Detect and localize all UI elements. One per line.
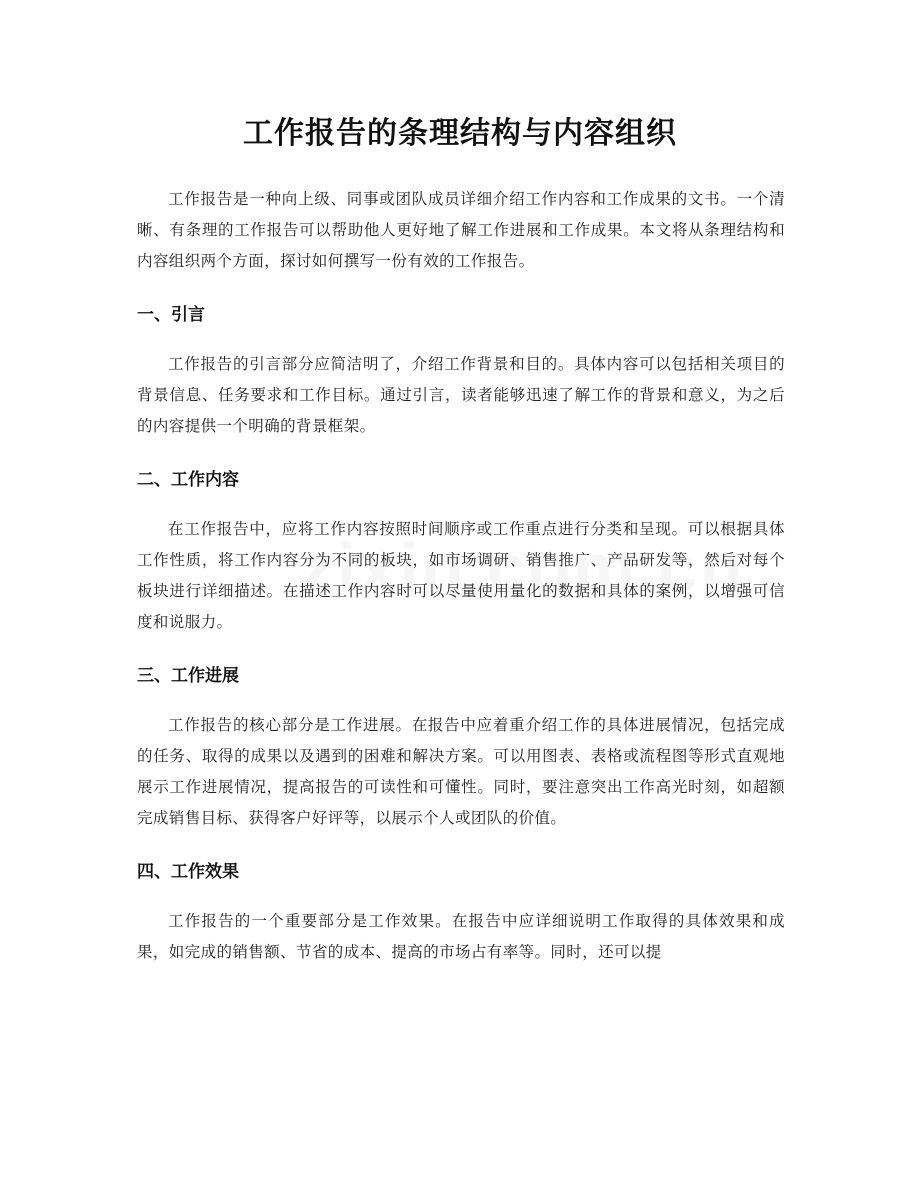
- intro-paragraph: 工作报告是一种向上级、同事或团队成员详细介绍工作内容和工作成果的文书。一个清晰、有条理的工作报告可以帮助他人更好地了解工作进展和工作成果。本文将从条理结构和内容组织两个方面，探讨如何撰写一份有效的工作报告。: [137, 190, 785, 270]
- section-body-work-results: 工作报告的一个重要部分是工作效果。在报告中应详细说明工作取得的具体效果和成果，如完成的销售额、节省的成本、提高的市场占有率等。同时，还可以提: [137, 912, 785, 961]
- section-heading-work-content: 二、工作内容: [137, 470, 239, 490]
- section-heading-intro: 一、引言: [137, 305, 205, 325]
- document-title: 工作报告的条理结构与内容组织: [243, 116, 677, 151]
- section-body-work-progress: 工作报告的核心部分是工作进展。在报告中应着重介绍工作的具体进展情况，包括完成的任务、取得的成果以及遇到的困难和解决方案。可以用图表、表格或流程图等形式直观地展示工作进展情况，提高报告的可读性和可懂性。同时，要注意突出工作高光时刻，如超额完成销售目标、获得客户好评等，以展示个人或团队的价值。: [137, 716, 785, 827]
- section-body-intro: 工作报告的引言部分应简洁明了，介绍工作背景和目的。具体内容可以包括相关项目的背景信息、任务要求和工作目标。通过引言，读者能够迅速了解工作的背景和意义，为之后的内容提供一个明确的背景框架。: [137, 355, 785, 435]
- document-body: [137, 184, 785, 968]
- section-body-work-content: 在工作报告中，应将工作内容按照时间顺序或工作重点进行分类和呈现。可以根据具体工作性质，将工作内容分为不同的板块，如市场调研、销售推广、产品研发等，然后对每个板块进行详细描述。在描述工作内容时可以尽量使用量化的数据和具体的案例，以增强可信度和说服力。: [137, 520, 785, 631]
- section-heading-work-progress: 三、工作进展: [137, 666, 239, 686]
- section-heading-work-results: 四、工作效果: [137, 862, 239, 882]
